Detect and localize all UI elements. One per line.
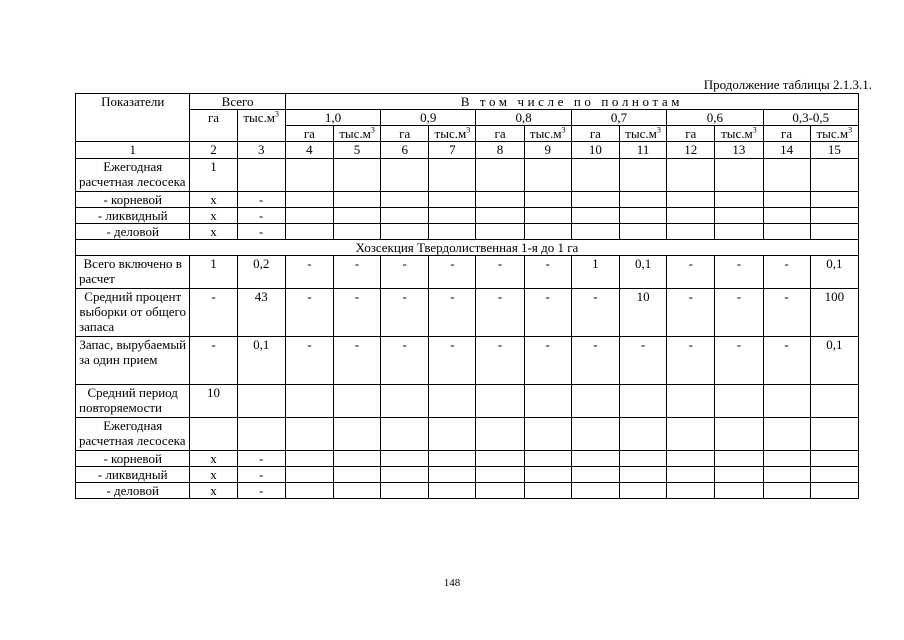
density-header: 0,3-0,5 [763, 110, 859, 126]
table-cell [715, 208, 763, 224]
table-cell [619, 418, 666, 451]
table-cell [237, 159, 285, 192]
section-title: Хозсекция Твердолиственная 1-я до 1 га [76, 240, 859, 256]
table-cell [571, 385, 619, 418]
table-cell [285, 483, 333, 499]
density-header: 0,7 [571, 110, 666, 126]
unit-text: тыс.м [816, 126, 849, 141]
table-cell [810, 467, 858, 483]
table-cell [333, 192, 380, 208]
table-cell [285, 451, 333, 467]
table-cell [619, 208, 666, 224]
table-cell [524, 418, 571, 451]
table-cell [763, 224, 810, 240]
table-cell: 0,1 [810, 337, 858, 385]
table-cell [667, 224, 715, 240]
unit-ha: га [381, 126, 429, 142]
section-row [76, 240, 859, 256]
table-cell: - [763, 289, 810, 337]
table-cell [237, 385, 285, 418]
row-label: Всего включено в расчет [76, 256, 190, 289]
column-number: 7 [429, 142, 476, 159]
unit-text: тыс.м [625, 126, 657, 141]
table-cell: - [715, 289, 763, 337]
column-number: 2 [190, 142, 237, 159]
table-cell [429, 385, 476, 418]
header-row-1 [76, 94, 859, 110]
unit-volume [810, 126, 858, 142]
unit-ha: га [571, 126, 619, 142]
table-cell: - [190, 289, 237, 337]
header-including: В том числе по полнотам [285, 94, 858, 110]
table-row [76, 418, 859, 451]
table-cell [524, 385, 571, 418]
table-cell [810, 483, 858, 499]
table-row [76, 483, 859, 499]
unit-volume [619, 126, 666, 142]
table-cell [429, 192, 476, 208]
table-cell [381, 418, 429, 451]
row-label: Средний период повторяемости [76, 385, 190, 418]
unit-volume [715, 126, 763, 142]
table-cell: 100 [810, 289, 858, 337]
row-label: - корневой [76, 451, 190, 467]
table-cell [285, 208, 333, 224]
table-row [76, 467, 859, 483]
unit-power: 3 [466, 125, 471, 135]
table-cell [715, 483, 763, 499]
column-number: 1 [76, 142, 190, 159]
table-caption: Продолжение таблицы 2.1.3.1. [703, 77, 872, 92]
row-label: Ежегодная расчетная лесосека [76, 418, 190, 451]
table-cell: 1 [571, 256, 619, 289]
table-cell [571, 467, 619, 483]
table-cell [429, 451, 476, 467]
table-cell [571, 208, 619, 224]
table-cell [333, 159, 380, 192]
column-number: 6 [381, 142, 429, 159]
table-row [76, 451, 859, 467]
table-cell: - [429, 337, 476, 385]
row-label: Запас, вырубаемый за один прием [76, 337, 190, 385]
table-cell [429, 418, 476, 451]
table-cell [667, 208, 715, 224]
unit-ha: га [476, 126, 524, 142]
table-cell: - [715, 337, 763, 385]
header-total-ha: га [190, 110, 237, 142]
row-label: - корневой [76, 192, 190, 208]
column-number: 8 [476, 142, 524, 159]
table-cell: - [715, 256, 763, 289]
density-header: 1,0 [285, 110, 380, 126]
table-cell: - [476, 289, 524, 337]
table-row [76, 256, 859, 289]
table-cell [667, 483, 715, 499]
table-cell: х [190, 208, 237, 224]
table-cell: - [237, 483, 285, 499]
table-cell: - [429, 289, 476, 337]
row-label: - деловой [76, 483, 190, 499]
table-cell [810, 385, 858, 418]
table-cell: 0,1 [810, 256, 858, 289]
table-cell [524, 159, 571, 192]
table-cell [429, 208, 476, 224]
table-cell [476, 159, 524, 192]
density-header: 0,9 [381, 110, 476, 126]
table-cell: х [190, 467, 237, 483]
unit-text: тыс.м [529, 126, 562, 141]
table-row [76, 385, 859, 418]
table-cell [571, 224, 619, 240]
table-cell [285, 159, 333, 192]
table-cell: 1 [190, 256, 237, 289]
table-cell: - [763, 337, 810, 385]
table-cell [810, 159, 858, 192]
table-cell [619, 483, 666, 499]
table-cell [571, 483, 619, 499]
table-cell [285, 192, 333, 208]
table-cell: х [190, 224, 237, 240]
table-cell [381, 192, 429, 208]
table-cell [571, 192, 619, 208]
unit-text: тыс.м [243, 110, 276, 125]
table-cell [763, 418, 810, 451]
table-cell [381, 159, 429, 192]
unit-volume [333, 126, 380, 142]
table-cell: - [333, 256, 380, 289]
row-label: Ежегодная расчетная лесосека [76, 159, 190, 192]
table-cell [715, 418, 763, 451]
table-cell [381, 224, 429, 240]
table-cell [619, 192, 666, 208]
table-cell [524, 483, 571, 499]
table-cell [333, 224, 380, 240]
table-cell [763, 192, 810, 208]
column-number: 14 [763, 142, 810, 159]
column-number: 15 [810, 142, 858, 159]
table-cell [333, 451, 380, 467]
table-cell: - [571, 337, 619, 385]
table-cell: - [285, 256, 333, 289]
unit-text: тыс.м [339, 126, 371, 141]
table-cell [237, 418, 285, 451]
table-cell [763, 483, 810, 499]
unit-power: 3 [752, 125, 757, 135]
table-cell: - [237, 467, 285, 483]
column-number: 10 [571, 142, 619, 159]
column-number: 11 [619, 142, 666, 159]
unit-text: тыс.м [434, 126, 467, 141]
table-cell [381, 385, 429, 418]
table-cell: - [476, 256, 524, 289]
table-cell: - [333, 337, 380, 385]
page-number: 148 [443, 577, 461, 589]
table-cell: - [237, 192, 285, 208]
table-cell [810, 451, 858, 467]
table-cell: - [619, 337, 666, 385]
table-cell: х [190, 451, 237, 467]
table-cell [667, 159, 715, 192]
table-cell [810, 418, 858, 451]
table-cell [667, 192, 715, 208]
table-cell [476, 224, 524, 240]
table-cell [476, 192, 524, 208]
table-cell [810, 208, 858, 224]
table-cell: - [381, 337, 429, 385]
unit-text: тыс.м [721, 126, 753, 141]
table-cell: - [237, 451, 285, 467]
column-number: 12 [667, 142, 715, 159]
table-cell [524, 451, 571, 467]
table-cell [619, 385, 666, 418]
table-cell [381, 451, 429, 467]
table-cell [667, 467, 715, 483]
table-cell: х [190, 483, 237, 499]
table-row [76, 208, 859, 224]
table-cell [476, 418, 524, 451]
table-cell: 10 [190, 385, 237, 418]
table-row [76, 159, 859, 192]
table-cell: - [667, 337, 715, 385]
table-cell: 10 [619, 289, 666, 337]
table-cell: - [763, 256, 810, 289]
table-cell [476, 385, 524, 418]
table-cell [429, 159, 476, 192]
table-cell: - [667, 289, 715, 337]
table-cell [476, 208, 524, 224]
table-cell [333, 208, 380, 224]
table-cell [381, 467, 429, 483]
table-cell [476, 483, 524, 499]
column-number: 9 [524, 142, 571, 159]
table-cell: - [237, 224, 285, 240]
table-cell: - [524, 289, 571, 337]
table-cell [763, 159, 810, 192]
table-cell [571, 418, 619, 451]
forest-table [75, 93, 859, 499]
table-cell [619, 224, 666, 240]
header-total: Всего [190, 94, 285, 110]
table-cell: - [476, 337, 524, 385]
table-cell [285, 467, 333, 483]
table-cell [619, 159, 666, 192]
table-cell [524, 467, 571, 483]
table-cell [429, 483, 476, 499]
unit-volume [524, 126, 571, 142]
table-cell [333, 483, 380, 499]
table-cell [763, 208, 810, 224]
column-number: 13 [715, 142, 763, 159]
table-cell [190, 418, 237, 451]
table-cell [715, 224, 763, 240]
table-cell: 43 [237, 289, 285, 337]
table-cell [810, 192, 858, 208]
unit-power: 3 [561, 125, 566, 135]
table-cell [333, 418, 380, 451]
row-label: Средний процент выборки от общего запаса [76, 289, 190, 337]
table-cell: 1 [190, 159, 237, 192]
header-row-2 [76, 110, 859, 126]
density-header: 0,6 [667, 110, 763, 126]
column-number: 4 [285, 142, 333, 159]
table-cell [381, 208, 429, 224]
row-label: - деловой [76, 224, 190, 240]
table-cell: х [190, 192, 237, 208]
table-cell [285, 418, 333, 451]
table-cell: 0,1 [619, 256, 666, 289]
column-number-row [76, 142, 859, 159]
table-row [76, 224, 859, 240]
table-cell: - [381, 289, 429, 337]
table-cell: - [190, 337, 237, 385]
table-cell [619, 467, 666, 483]
table-cell [571, 451, 619, 467]
unit-volume [429, 126, 476, 142]
table-cell [667, 385, 715, 418]
table-row [76, 192, 859, 208]
table-cell [429, 467, 476, 483]
row-label: - ликвидный [76, 208, 190, 224]
table-cell: - [524, 256, 571, 289]
table-cell: - [429, 256, 476, 289]
table-cell: - [285, 289, 333, 337]
table-cell [667, 418, 715, 451]
table-cell [476, 467, 524, 483]
table-cell [285, 385, 333, 418]
unit-power: 3 [370, 125, 375, 135]
table-cell [810, 224, 858, 240]
density-header: 0,8 [476, 110, 571, 126]
table-cell [333, 467, 380, 483]
unit-ha: га [667, 126, 715, 142]
table-cell [763, 385, 810, 418]
table-row [76, 337, 859, 385]
table-cell [763, 451, 810, 467]
table-cell [619, 451, 666, 467]
row-label: - ликвидный [76, 467, 190, 483]
unit-power: 3 [275, 109, 280, 119]
table-cell [524, 192, 571, 208]
table-cell [429, 224, 476, 240]
table-cell [524, 224, 571, 240]
table-cell [333, 385, 380, 418]
table-cell [715, 451, 763, 467]
table-cell [715, 159, 763, 192]
header-indicators: Показатели [76, 94, 190, 142]
table-cell [715, 385, 763, 418]
unit-power: 3 [848, 125, 853, 135]
table-cell [715, 192, 763, 208]
table-cell [571, 159, 619, 192]
table-row [76, 289, 859, 337]
table-cell [715, 467, 763, 483]
table-cell [285, 224, 333, 240]
table-cell: - [237, 208, 285, 224]
unit-ha: га [763, 126, 810, 142]
table-cell: - [381, 256, 429, 289]
table-cell: 0,2 [237, 256, 285, 289]
unit-power: 3 [656, 125, 661, 135]
table-cell: - [285, 337, 333, 385]
header-total-volume [237, 110, 285, 142]
table-cell [381, 483, 429, 499]
table-cell: 0,1 [237, 337, 285, 385]
table-cell [524, 208, 571, 224]
column-number: 3 [237, 142, 285, 159]
table-cell: - [571, 289, 619, 337]
table-cell: - [667, 256, 715, 289]
table-cell [763, 467, 810, 483]
table-cell [476, 451, 524, 467]
unit-ha: га [285, 126, 333, 142]
column-number: 5 [333, 142, 380, 159]
table-cell [667, 451, 715, 467]
table-cell: - [333, 289, 380, 337]
table-cell: - [524, 337, 571, 385]
